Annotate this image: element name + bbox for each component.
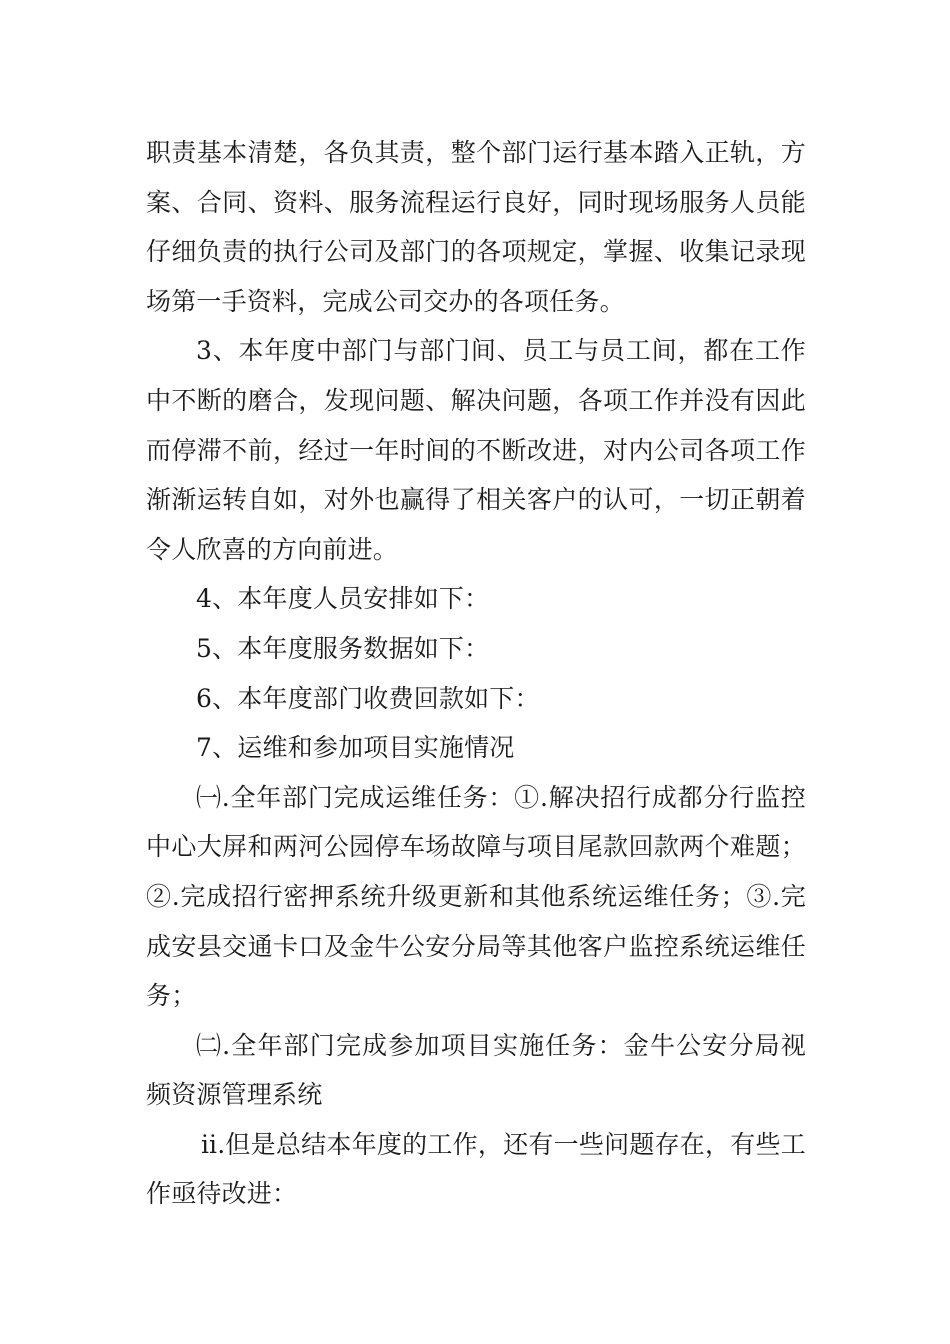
paragraph-item-5: 5、本年度服务数据如下： <box>196 633 490 663</box>
paragraph-project-tasks: ㈡.全年部门完成参加项目实施任务：金牛公安分局视频资源管理系统 <box>146 1030 806 1110</box>
paragraph-issues-intro: ⅱ.但是总结本年度的工作，还有一些问题存在，有些工作亟待改进： <box>146 1129 806 1209</box>
paragraph-duties-summary: 职责基本清楚，各负其责，整个部门运行基本踏入正轨，方案、合同、资料、服务流程运行良好，同时现场服务人员能仔细负责的执行公司及部门的各项规定，掌握、收集记录现场第一手资料，完成公司交办的各项任务。 <box>146 138 806 316</box>
paragraph-ops-tasks: ㈠.全年部门完成运维任务：①.解决招行成都分行监控中心大屏和两河公园停车场故障与项目尾款回款两个难题；②.完成招行密押系统升级更新和其他系统运维任务；③.完成安县交通卡口及金牛公安分局等其他客户监控系统运维任务； <box>146 782 806 1011</box>
paragraph-item-7: 7、运维和参加项目实施情况 <box>196 733 515 763</box>
paragraph-item-6: 6、本年度部门收费回款如下： <box>196 683 540 713</box>
paragraph-item-4: 4、本年度人员安排如下： <box>196 584 490 614</box>
document-body <box>146 128 806 1219</box>
paragraph-item-3: 3、本年度中部门与部门间、员工与员工间，都在工作中不断的磨合，发现问题、解决问题，各项工作并没有因此而停滞不前，经过一年时间的不断改进，对内公司各项工作渐渐运转自如，对外也赢得了相关客户的认可，一切正朝着令人欣喜的方向前进。 <box>146 336 806 564</box>
